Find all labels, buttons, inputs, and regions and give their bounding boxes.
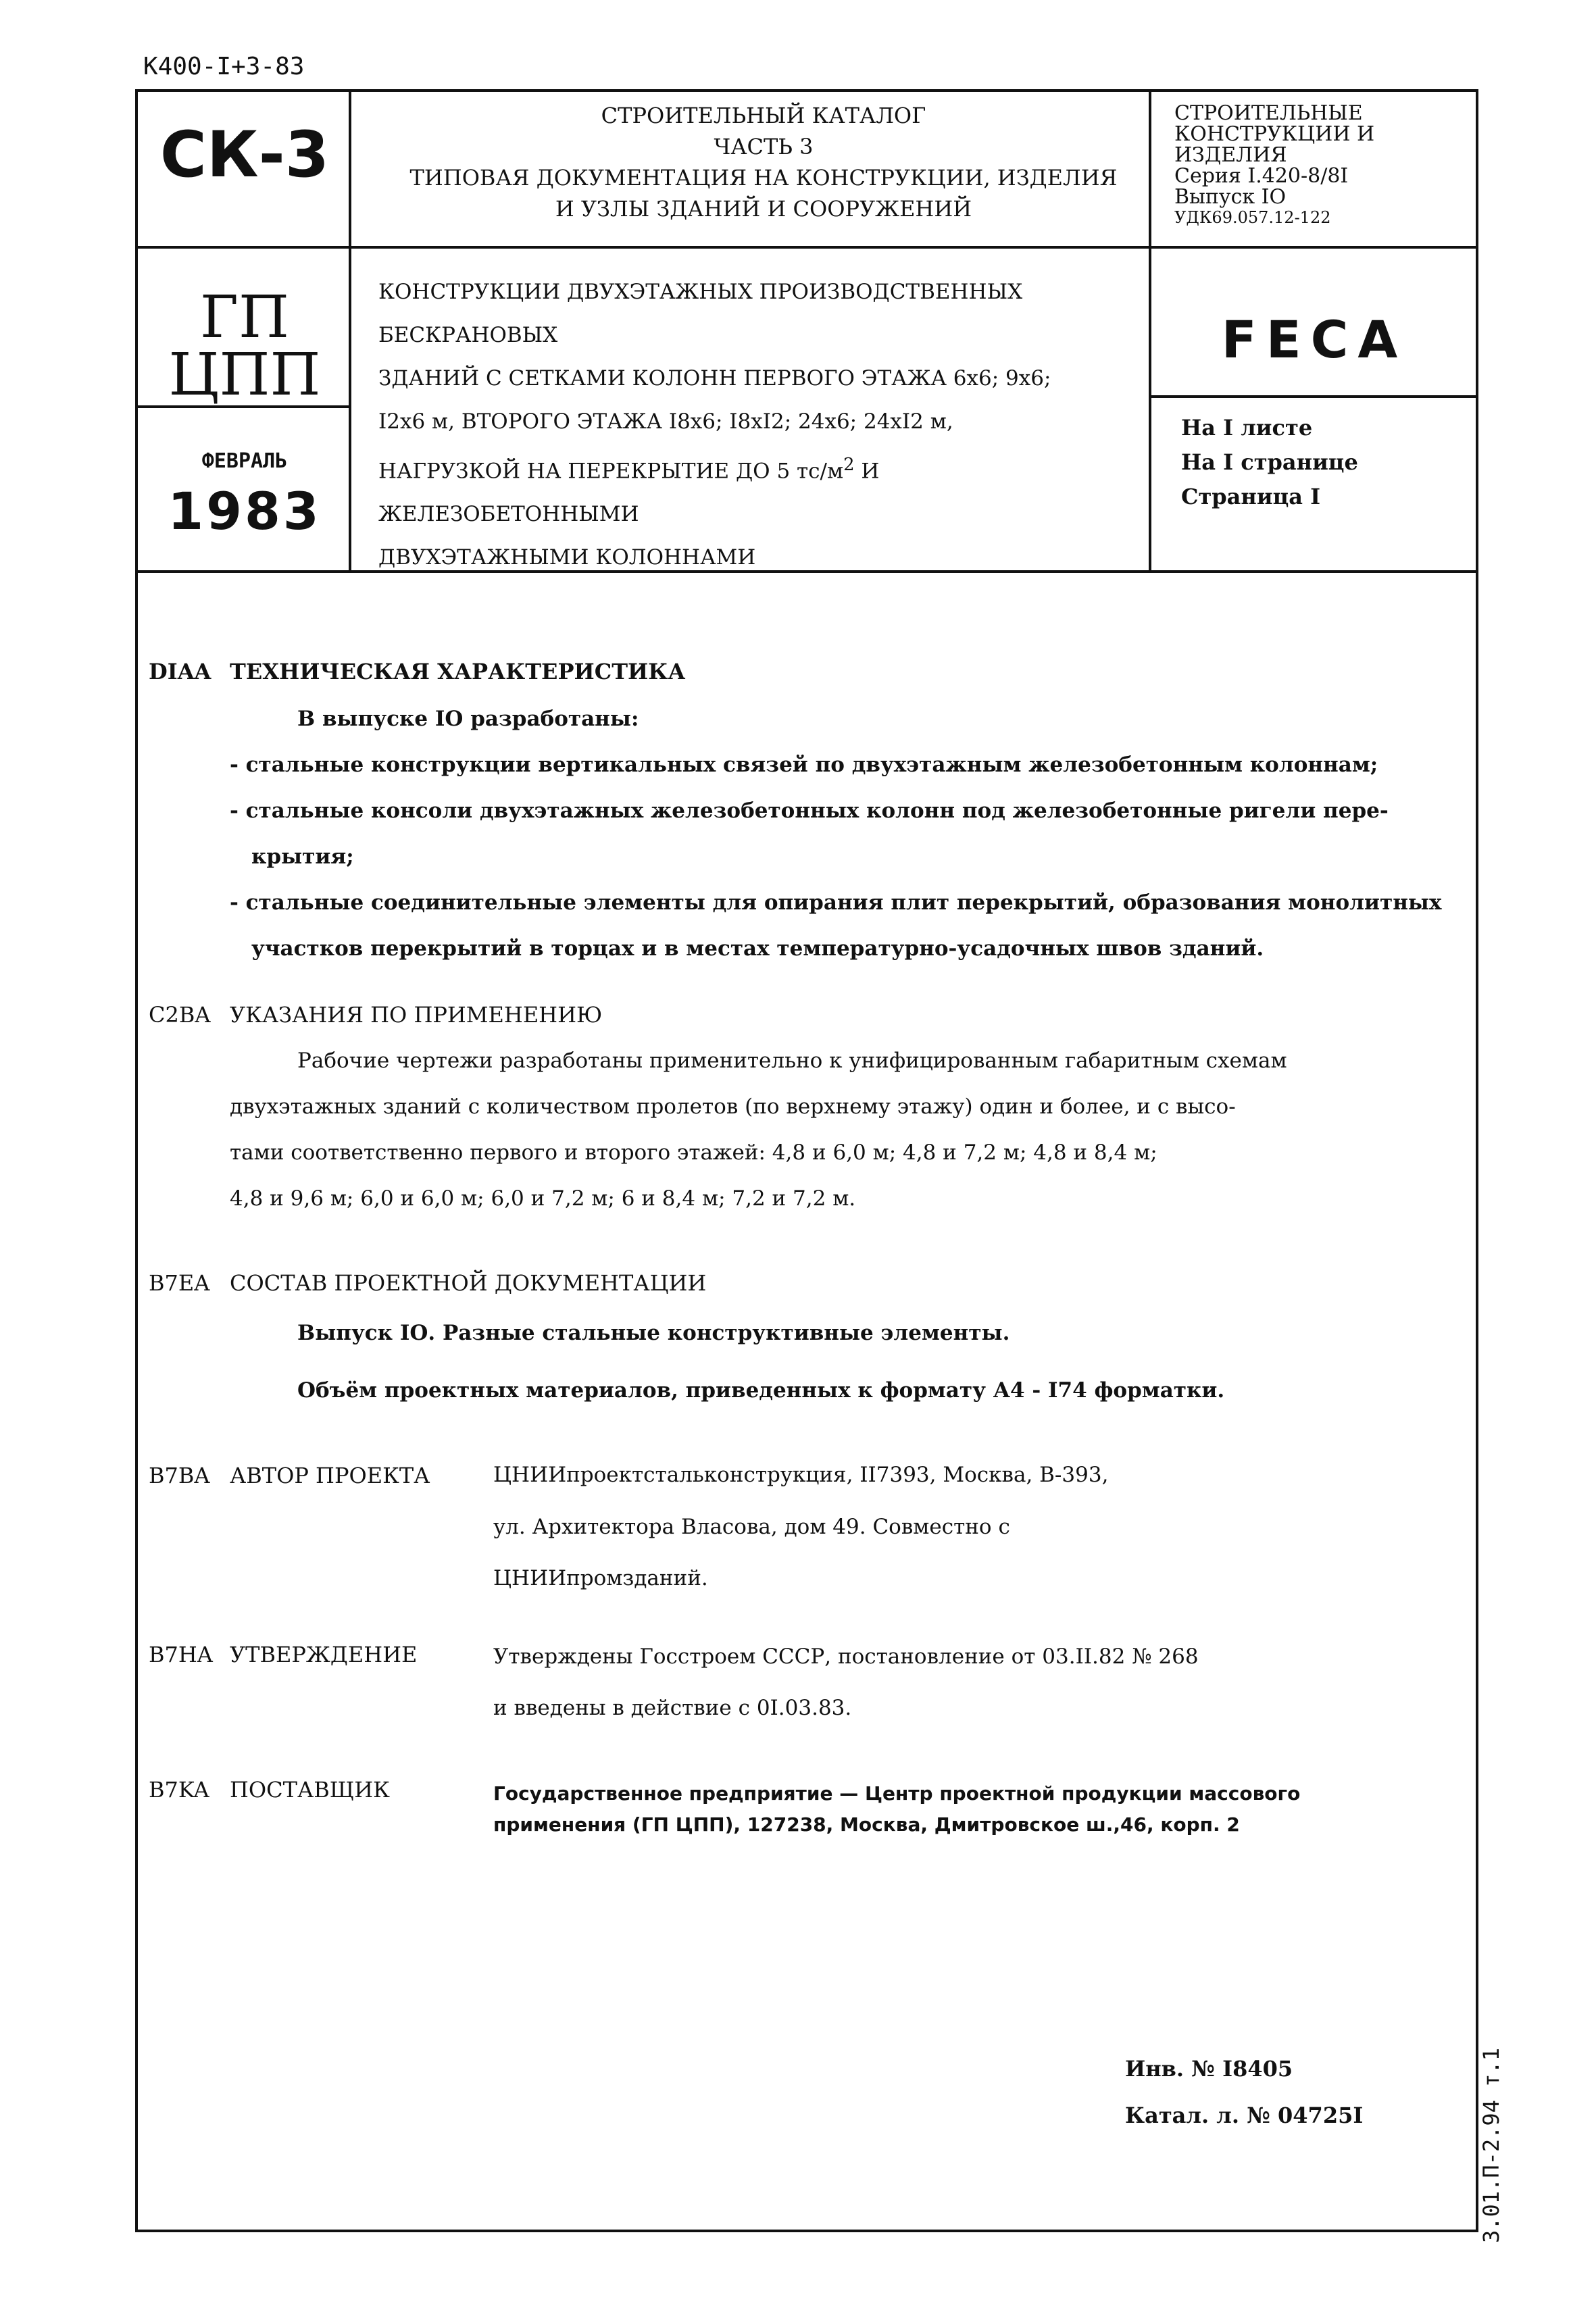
title-line: ЗДАНИЙ С СЕТКАМИ КОЛОНН ПЕРВОГО ЭТАЖА 6х6; 9х6; — [378, 366, 1051, 391]
approval-text: Утверждены Госстроем СССР, постановление от 03.ІІ.82 № 268 — [493, 1644, 1199, 1669]
title-line: ДВУХЭТАЖНЫМИ КОЛОННАМИ — [378, 545, 756, 570]
title-line — [378, 443, 1142, 536]
section-title: УКАЗАНИЯ ПО ПРИМЕНЕНИЮ — [230, 1002, 603, 1028]
tech-bullet: - стальные консоли двухэтажных железобетонных колонн под железобетонные ригели пере- — [230, 799, 1389, 823]
title-line-part: И ЖЕЛЕЗОБЕТОННЫМИ — [378, 459, 880, 527]
header-divider — [135, 246, 1478, 249]
tech-bullet: - стальные соединительные элементы для опирания плит перекрытий, образования монолитных — [230, 890, 1442, 915]
usage-text: 4,8 и 9,6 м; 6,0 и 6,0 м; 6,0 и 7,2 м; 6 и 8,4 м; 7,2 и 7,2 м. — [230, 1186, 856, 1211]
publisher-short-2: ЦПП — [168, 341, 321, 409]
series-info — [1174, 103, 1458, 228]
section-code: DІAA — [149, 659, 211, 684]
sheet-count: На І листе — [1181, 415, 1313, 441]
title-line: КОНСТРУКЦИИ ДВУХЭТАЖНЫХ ПРОИЗВОДСТВЕННЫХ БЕСКРАНОВЫХ — [378, 280, 1023, 347]
usage-text: Рабочие чертежи разработаны применительно к унифицированным габаритным схемам — [297, 1049, 1287, 1073]
feca-divider — [1149, 395, 1478, 398]
section-title: ПОСТАВЩИК — [230, 1777, 390, 1803]
title-line: І2х6 м, ВТОРОГО ЭТАЖА І8х6; І8хІ2; 24х6; 24хІ2 м, — [378, 409, 953, 434]
udk-code: УДК69.057.12-122 — [1174, 208, 1331, 227]
superscript: 2 — [843, 455, 855, 475]
section-title: УТВЕРЖДЕНИЕ — [230, 1642, 418, 1667]
catalog-sheet-number: Катал. л. № 04725І — [1125, 2103, 1364, 2128]
series-line: КОНСТРУКЦИИ И — [1174, 122, 1375, 146]
issue-month: ФЕВРАЛЬ — [201, 449, 288, 473]
issue-year: 1983 — [168, 481, 322, 541]
series-line: ИЗДЕЛИЯ — [1174, 143, 1287, 167]
section-code: B7KA — [149, 1777, 209, 1803]
section-code: C2BA — [149, 1002, 211, 1028]
inventory-number: Инв. № І8405 — [1125, 2056, 1293, 2082]
tech-bullet-cont: крытия; — [251, 845, 354, 869]
approval-text: и введены в действие с 0І.03.83. — [493, 1696, 852, 1720]
sheet-info — [1181, 411, 1358, 514]
usage-text: двухэтажных зданий с количеством пролетов (по верхнему этажу) один и более, и с высо- — [230, 1095, 1236, 1119]
author-text: ЦНИИпромзданий. — [493, 1566, 708, 1590]
right-column-divider — [1149, 89, 1151, 572]
section-code: B7HA — [149, 1642, 213, 1667]
issue-number: Выпуск ІО — [1174, 185, 1287, 209]
catalog-line: И УЗЛЫ ЗДАНИЙ И СООРУЖЕНИЙ — [555, 196, 972, 222]
tech-intro: В выпуске ІО разработаны: — [297, 707, 639, 731]
section-code: B7EA — [149, 1270, 210, 1296]
tech-bullet: - стальные конструкции вертикальных связей по двухэтажным железобетонным колоннам; — [230, 753, 1378, 777]
series-line: СТРОИТЕЛЬНЫЕ — [1174, 101, 1363, 125]
section-title: ТЕХНИЧЕСКАЯ ХАРАКТЕРИСТИКА — [230, 659, 686, 684]
tech-bullet-cont: участков перекрытий в торцах и в местах температурно-усадочных швов зданий. — [251, 936, 1264, 961]
supplier-text: применения (ГП ЦПП), 127238, Москва, Дмитровское ш.,46, корп. 2 — [493, 1813, 1240, 1836]
page-number: Страница І — [1181, 484, 1321, 509]
author-text: ул. Архитектора Власова, дом 49. Совместно с — [493, 1515, 1010, 1539]
usage-text: тами соответственно первого и второго этажей: 4,8 и 6,0 м; 4,8 и 7,2 м; 4,8 и 8,4 м; — [230, 1140, 1157, 1165]
side-code: 3.01.П-2.94 т.1 — [1478, 2048, 1504, 2243]
catalog-line: СТРОИТЕЛЬНЫЙ КАТАЛОГ — [601, 103, 926, 128]
catalog-line: ТИПОВАЯ ДОКУМЕНТАЦИЯ НА КОНСТРУКЦИИ, ИЗДЕЛИЯ — [409, 165, 1118, 191]
publisher-short: ГП — [200, 284, 289, 351]
feca-code: FECA — [1221, 309, 1407, 370]
catalog-line: ЧАСТЬ 3 — [714, 134, 814, 159]
author-text: ЦНИИпроектстальконструкция, ІІ7393, Москва, В-393, — [493, 1463, 1109, 1487]
catalog-title — [392, 100, 1135, 224]
document-code: К400-І+3-83 — [143, 53, 305, 80]
section-title: АВТОР ПРОЕКТА — [230, 1463, 430, 1488]
page-count: На І странице — [1181, 449, 1358, 475]
section-code: B7BA — [149, 1463, 210, 1488]
document-title — [378, 270, 1142, 579]
supplier-text: Государственное предприятие — Центр проектной продукции массового — [493, 1782, 1301, 1805]
title-line-part: НАГРУЗКОЙ НА ПЕРЕКРЫТИЕ ДО 5 тс/м — [378, 459, 844, 484]
catalog-code: СК-3 — [159, 118, 330, 192]
docs-text: Выпуск ІО. Разные стальные конструктивные элементы. — [297, 1321, 1010, 1345]
docs-text: Объём проектных материалов, приведенных к формату А4 - І74 форматки. — [297, 1378, 1225, 1403]
series-number: Серия І.420-8/8І — [1174, 164, 1349, 188]
section-title: СОСТАВ ПРОЕКТНОЙ ДОКУМЕНТАЦИИ — [230, 1270, 707, 1296]
